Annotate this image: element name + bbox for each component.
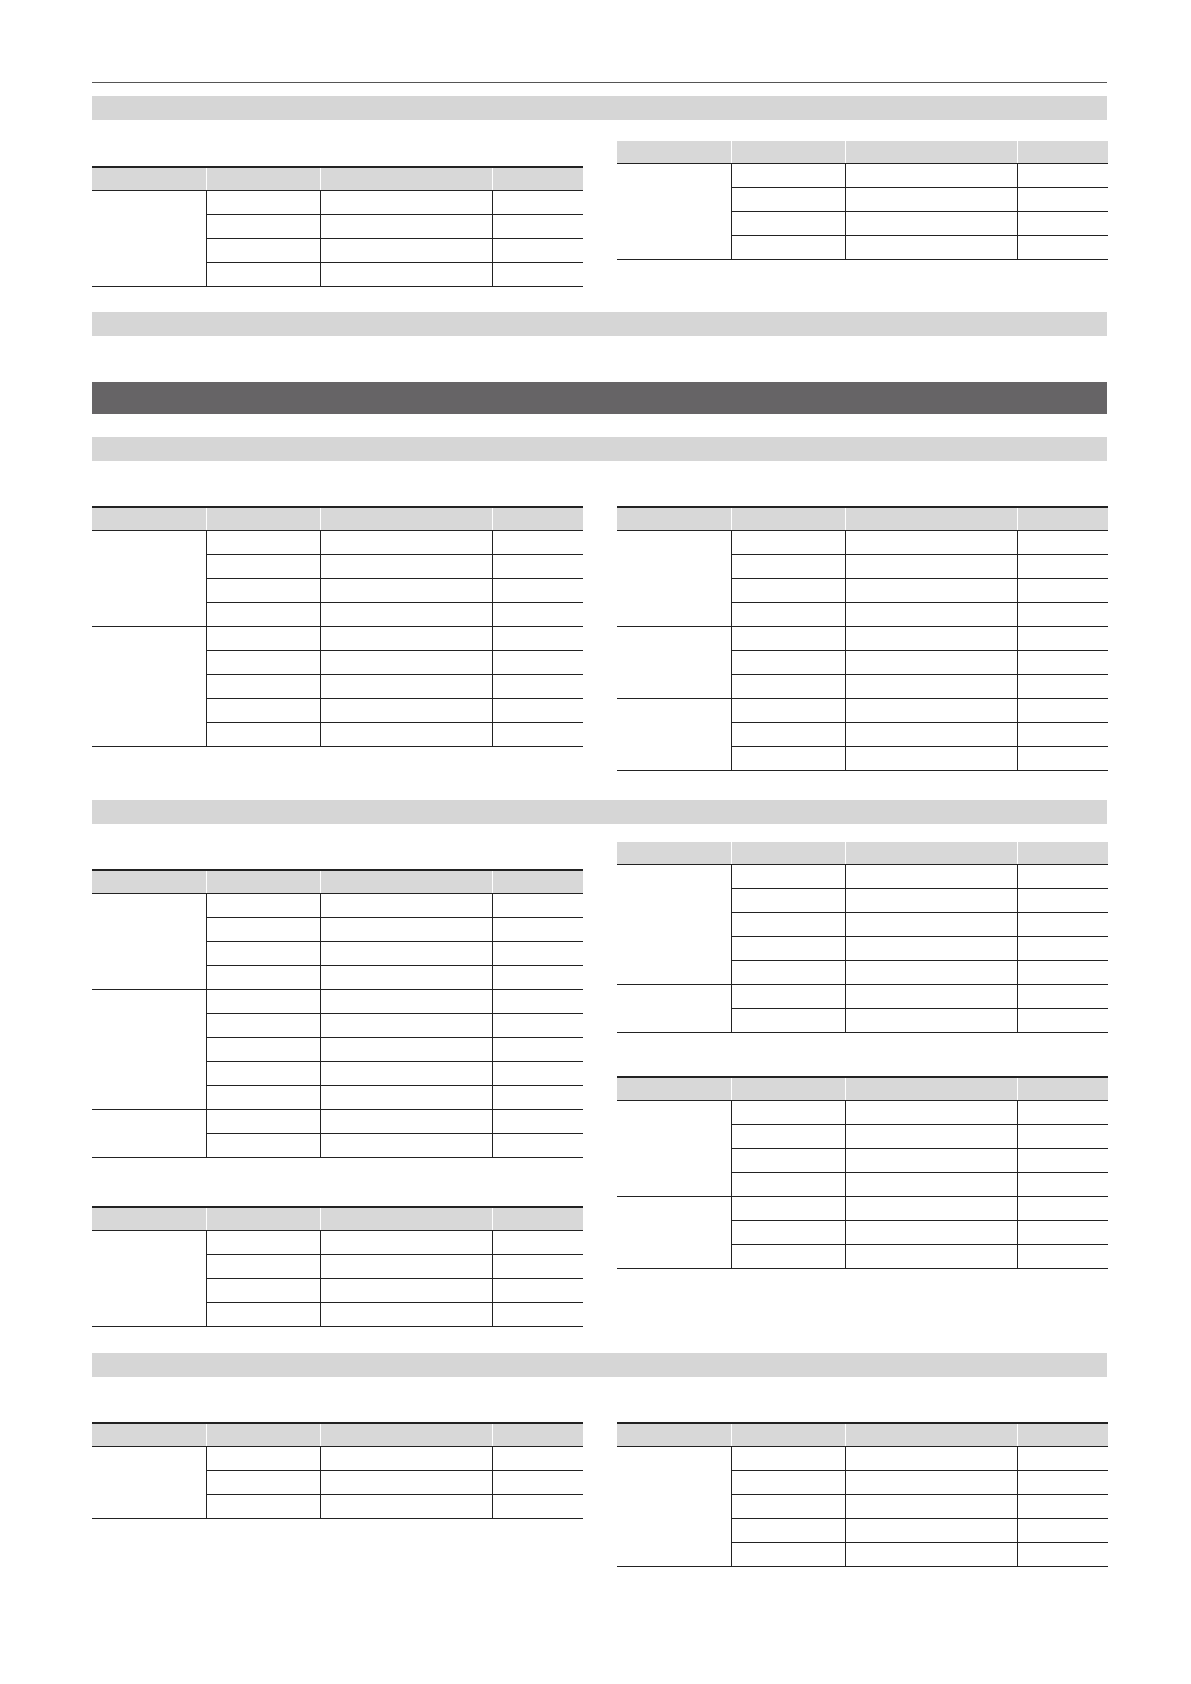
table-cell bbox=[845, 699, 1017, 723]
table-cell bbox=[492, 894, 583, 918]
group-label-cell bbox=[617, 1447, 731, 1567]
column-header bbox=[1017, 141, 1108, 164]
table-cell bbox=[1017, 531, 1108, 555]
table-header-row bbox=[92, 870, 583, 894]
table-cell bbox=[845, 212, 1017, 236]
group-label-cell bbox=[92, 1110, 206, 1158]
table-row bbox=[617, 865, 1108, 889]
table-cell bbox=[320, 1255, 492, 1279]
group-label-cell bbox=[617, 627, 731, 699]
table-cell bbox=[492, 1447, 583, 1471]
column-header bbox=[206, 507, 320, 531]
table-cell bbox=[320, 1231, 492, 1255]
table-cell bbox=[320, 1110, 492, 1134]
table-cell bbox=[206, 215, 320, 239]
table-cell bbox=[206, 603, 320, 627]
table-cell bbox=[320, 894, 492, 918]
table-cell bbox=[206, 1086, 320, 1110]
group-label-cell bbox=[92, 990, 206, 1110]
table-cell bbox=[731, 1101, 845, 1125]
column-header bbox=[206, 1423, 320, 1447]
table-cell bbox=[1017, 579, 1108, 603]
column-header bbox=[617, 1077, 731, 1101]
table-cell bbox=[320, 239, 492, 263]
table-row bbox=[617, 164, 1108, 188]
table-cell bbox=[731, 1197, 845, 1221]
group-label-cell bbox=[617, 865, 731, 985]
table-cell bbox=[206, 1255, 320, 1279]
column-header bbox=[320, 507, 492, 531]
table-cell bbox=[731, 603, 845, 627]
table-cell bbox=[731, 1495, 845, 1519]
table-cell bbox=[1017, 1543, 1108, 1567]
table-row bbox=[617, 1101, 1108, 1125]
table-cell bbox=[206, 191, 320, 215]
table-header-row bbox=[617, 141, 1108, 164]
table-cell bbox=[845, 1149, 1017, 1173]
table-cell bbox=[320, 1014, 492, 1038]
table-row bbox=[92, 894, 583, 918]
table-cell bbox=[492, 1303, 583, 1327]
table-cell bbox=[320, 579, 492, 603]
table-cell bbox=[845, 1495, 1017, 1519]
table-row bbox=[92, 1231, 583, 1255]
table-cell bbox=[320, 699, 492, 723]
table-cell bbox=[1017, 603, 1108, 627]
table-cell bbox=[492, 239, 583, 263]
table-cell bbox=[731, 1149, 845, 1173]
table-cell bbox=[206, 1231, 320, 1255]
table-cell bbox=[206, 531, 320, 555]
table-cell bbox=[206, 1110, 320, 1134]
table-cell bbox=[845, 555, 1017, 579]
group-label-cell bbox=[92, 894, 206, 990]
table-cell bbox=[731, 1125, 845, 1149]
group-label-cell bbox=[617, 699, 731, 771]
table-cell bbox=[206, 651, 320, 675]
table-cell bbox=[1017, 1173, 1108, 1197]
column-header bbox=[1017, 842, 1108, 865]
table-cell bbox=[492, 1279, 583, 1303]
table-cell bbox=[206, 1279, 320, 1303]
column-header bbox=[206, 1207, 320, 1231]
column-header bbox=[92, 507, 206, 531]
table-cell bbox=[731, 747, 845, 771]
table-cell bbox=[845, 889, 1017, 913]
table-cell bbox=[731, 555, 845, 579]
table-cell bbox=[1017, 747, 1108, 771]
table-header-row bbox=[92, 1207, 583, 1231]
table-cell bbox=[845, 1009, 1017, 1033]
table-cell bbox=[492, 1038, 583, 1062]
column-header bbox=[731, 507, 845, 531]
group-label-cell bbox=[617, 1197, 731, 1269]
table-cell bbox=[845, 1125, 1017, 1149]
table-row bbox=[617, 531, 1108, 555]
table-cell bbox=[1017, 985, 1108, 1009]
table-cell bbox=[1017, 937, 1108, 961]
table-cell bbox=[206, 942, 320, 966]
table-cell bbox=[731, 675, 845, 699]
table-cell bbox=[320, 263, 492, 287]
table-cell bbox=[320, 603, 492, 627]
table-row bbox=[617, 699, 1108, 723]
table-cell bbox=[1017, 1149, 1108, 1173]
table-cell bbox=[731, 913, 845, 937]
table-cell bbox=[845, 961, 1017, 985]
column-header bbox=[845, 507, 1017, 531]
table-header-row bbox=[617, 507, 1108, 531]
column-header bbox=[617, 141, 731, 164]
table-cell bbox=[845, 937, 1017, 961]
table-cell bbox=[731, 985, 845, 1009]
group-label-cell bbox=[92, 1231, 206, 1327]
table-cell bbox=[320, 1134, 492, 1158]
table-cell bbox=[320, 555, 492, 579]
table-cell bbox=[1017, 889, 1108, 913]
column-header bbox=[492, 167, 583, 191]
table-cell bbox=[731, 1173, 845, 1197]
table-row bbox=[617, 1447, 1108, 1471]
table-row bbox=[92, 191, 583, 215]
spec-table-3 bbox=[92, 506, 583, 747]
table-cell bbox=[1017, 1009, 1108, 1033]
table-cell bbox=[845, 1197, 1017, 1221]
table-cell bbox=[492, 555, 583, 579]
table-cell bbox=[845, 1519, 1017, 1543]
table-cell bbox=[320, 627, 492, 651]
table-cell bbox=[492, 1495, 583, 1519]
table-cell bbox=[320, 966, 492, 990]
table-cell bbox=[845, 913, 1017, 937]
table-cell bbox=[845, 627, 1017, 651]
table-cell bbox=[206, 918, 320, 942]
table-cell bbox=[320, 1495, 492, 1519]
column-header bbox=[92, 1423, 206, 1447]
table-cell bbox=[731, 1543, 845, 1567]
spec-table-9 bbox=[92, 1422, 583, 1519]
group-label-cell bbox=[92, 531, 206, 627]
table-cell bbox=[731, 627, 845, 651]
column-header bbox=[492, 1423, 583, 1447]
column-header bbox=[731, 1077, 845, 1101]
table-row bbox=[92, 1110, 583, 1134]
table-cell bbox=[320, 1038, 492, 1062]
table-cell bbox=[492, 966, 583, 990]
table-cell bbox=[1017, 1197, 1108, 1221]
column-header bbox=[492, 1207, 583, 1231]
table-cell bbox=[731, 723, 845, 747]
table-row bbox=[617, 1197, 1108, 1221]
section-bar-5 bbox=[92, 1353, 1107, 1377]
table-cell bbox=[492, 603, 583, 627]
table-cell bbox=[845, 747, 1017, 771]
column-header bbox=[320, 1423, 492, 1447]
column-header bbox=[845, 1077, 1017, 1101]
table-cell bbox=[1017, 188, 1108, 212]
table-row bbox=[92, 627, 583, 651]
table-cell bbox=[492, 699, 583, 723]
table-cell bbox=[320, 1279, 492, 1303]
table-cell bbox=[1017, 1101, 1108, 1125]
column-header bbox=[320, 870, 492, 894]
table-cell bbox=[320, 531, 492, 555]
table-cell bbox=[492, 1110, 583, 1134]
table-cell bbox=[845, 1221, 1017, 1245]
table-cell bbox=[1017, 236, 1108, 260]
table-cell bbox=[845, 188, 1017, 212]
table-header-row bbox=[617, 1423, 1108, 1447]
table-cell bbox=[1017, 1519, 1108, 1543]
table-row bbox=[617, 985, 1108, 1009]
table-header-row bbox=[617, 842, 1108, 865]
column-header bbox=[1017, 1077, 1108, 1101]
table-cell bbox=[206, 894, 320, 918]
chapter-bar bbox=[92, 382, 1107, 414]
spec-table-2 bbox=[617, 141, 1108, 260]
table-cell bbox=[731, 699, 845, 723]
table-cell bbox=[206, 1447, 320, 1471]
table-cell bbox=[320, 1303, 492, 1327]
table-cell bbox=[206, 555, 320, 579]
table-cell bbox=[1017, 1245, 1108, 1269]
table-cell bbox=[206, 990, 320, 1014]
table-cell bbox=[845, 1245, 1017, 1269]
table-cell bbox=[1017, 1125, 1108, 1149]
table-cell bbox=[1017, 1221, 1108, 1245]
table-cell bbox=[731, 889, 845, 913]
table-cell bbox=[1017, 961, 1108, 985]
table-cell bbox=[206, 675, 320, 699]
table-cell bbox=[492, 651, 583, 675]
table-cell bbox=[206, 1134, 320, 1158]
table-row bbox=[92, 1447, 583, 1471]
column-header bbox=[92, 1207, 206, 1231]
table-cell bbox=[845, 1173, 1017, 1197]
table-cell bbox=[845, 164, 1017, 188]
column-header bbox=[320, 1207, 492, 1231]
table-cell bbox=[1017, 1447, 1108, 1471]
group-label-cell bbox=[617, 1101, 731, 1197]
table-cell bbox=[206, 627, 320, 651]
table-cell bbox=[320, 651, 492, 675]
spec-table-8 bbox=[617, 1076, 1108, 1269]
table-cell bbox=[492, 1086, 583, 1110]
column-header bbox=[206, 167, 320, 191]
spec-table-1 bbox=[92, 166, 583, 287]
table-cell bbox=[731, 1519, 845, 1543]
spec-table-10 bbox=[617, 1422, 1108, 1567]
table-cell bbox=[845, 651, 1017, 675]
table-cell bbox=[492, 942, 583, 966]
table-cell bbox=[206, 966, 320, 990]
column-header bbox=[206, 870, 320, 894]
table-cell bbox=[1017, 627, 1108, 651]
table-header-row bbox=[92, 1423, 583, 1447]
section-bar-1 bbox=[92, 96, 1107, 120]
table-cell bbox=[845, 723, 1017, 747]
table-cell bbox=[492, 579, 583, 603]
table-cell bbox=[731, 1447, 845, 1471]
column-header bbox=[617, 507, 731, 531]
table-cell bbox=[1017, 865, 1108, 889]
table-cell bbox=[845, 675, 1017, 699]
table-header-row bbox=[617, 1077, 1108, 1101]
table-cell bbox=[320, 191, 492, 215]
table-cell bbox=[731, 1221, 845, 1245]
column-header bbox=[731, 1423, 845, 1447]
table-cell bbox=[1017, 723, 1108, 747]
table-cell bbox=[206, 699, 320, 723]
table-cell bbox=[731, 531, 845, 555]
spec-table-4 bbox=[617, 506, 1108, 771]
table-cell bbox=[731, 961, 845, 985]
table-cell bbox=[320, 1471, 492, 1495]
column-header bbox=[1017, 1423, 1108, 1447]
table-cell bbox=[206, 1303, 320, 1327]
table-cell bbox=[492, 1471, 583, 1495]
column-header bbox=[617, 842, 731, 865]
column-header bbox=[92, 167, 206, 191]
table-cell bbox=[492, 918, 583, 942]
table-cell bbox=[492, 1231, 583, 1255]
group-label-cell bbox=[92, 627, 206, 747]
table-cell bbox=[320, 1447, 492, 1471]
table-cell bbox=[1017, 1495, 1108, 1519]
table-cell bbox=[320, 215, 492, 239]
table-cell bbox=[492, 990, 583, 1014]
table-cell bbox=[845, 579, 1017, 603]
column-header bbox=[1017, 507, 1108, 531]
table-cell bbox=[731, 164, 845, 188]
table-cell bbox=[731, 579, 845, 603]
column-header bbox=[492, 870, 583, 894]
table-cell bbox=[492, 191, 583, 215]
table-cell bbox=[731, 865, 845, 889]
column-header bbox=[731, 842, 845, 865]
table-cell bbox=[492, 1014, 583, 1038]
table-cell bbox=[731, 1245, 845, 1269]
table-cell bbox=[731, 651, 845, 675]
table-cell bbox=[1017, 699, 1108, 723]
table-cell bbox=[206, 1495, 320, 1519]
spec-table-7 bbox=[92, 1206, 583, 1327]
table-cell bbox=[1017, 164, 1108, 188]
table-cell bbox=[845, 236, 1017, 260]
table-cell bbox=[206, 1062, 320, 1086]
spec-table-5 bbox=[92, 869, 583, 1158]
table-cell bbox=[1017, 1471, 1108, 1495]
table-row bbox=[617, 627, 1108, 651]
table-cell bbox=[492, 723, 583, 747]
table-cell bbox=[492, 1062, 583, 1086]
table-cell bbox=[731, 1009, 845, 1033]
table-cell bbox=[492, 531, 583, 555]
table-header-row bbox=[92, 507, 583, 531]
table-cell bbox=[731, 188, 845, 212]
column-header bbox=[92, 870, 206, 894]
table-cell bbox=[845, 1447, 1017, 1471]
table-cell bbox=[320, 1086, 492, 1110]
table-cell bbox=[320, 675, 492, 699]
column-header bbox=[320, 167, 492, 191]
table-cell bbox=[1017, 651, 1108, 675]
column-header bbox=[492, 507, 583, 531]
table-cell bbox=[731, 236, 845, 260]
column-header bbox=[845, 1423, 1017, 1447]
table-cell bbox=[320, 1062, 492, 1086]
table-cell bbox=[206, 239, 320, 263]
table-header-row bbox=[92, 167, 583, 191]
table-cell bbox=[845, 1101, 1017, 1125]
table-cell bbox=[492, 263, 583, 287]
table-cell bbox=[1017, 212, 1108, 236]
table-cell bbox=[845, 603, 1017, 627]
table-row bbox=[92, 531, 583, 555]
table-cell bbox=[320, 918, 492, 942]
table-cell bbox=[206, 579, 320, 603]
table-cell bbox=[845, 531, 1017, 555]
group-label-cell bbox=[617, 164, 731, 260]
group-label-cell bbox=[617, 985, 731, 1033]
table-cell bbox=[845, 1471, 1017, 1495]
table-cell bbox=[731, 212, 845, 236]
table-cell bbox=[1017, 913, 1108, 937]
spec-table-6 bbox=[617, 842, 1108, 1033]
table-cell bbox=[845, 985, 1017, 1009]
table-cell bbox=[206, 1014, 320, 1038]
table-cell bbox=[206, 263, 320, 287]
section-bar-4 bbox=[92, 800, 1107, 824]
table-cell bbox=[1017, 555, 1108, 579]
column-header bbox=[845, 141, 1017, 164]
table-cell bbox=[320, 942, 492, 966]
table-cell bbox=[492, 627, 583, 651]
table-cell bbox=[731, 937, 845, 961]
header-rule bbox=[92, 82, 1107, 83]
group-label-cell bbox=[92, 191, 206, 287]
table-cell bbox=[206, 1471, 320, 1495]
table-row bbox=[92, 990, 583, 1014]
table-cell bbox=[206, 1038, 320, 1062]
column-header bbox=[845, 842, 1017, 865]
group-label-cell bbox=[92, 1447, 206, 1519]
table-cell bbox=[492, 675, 583, 699]
column-header bbox=[617, 1423, 731, 1447]
table-cell bbox=[492, 1134, 583, 1158]
table-cell bbox=[731, 1471, 845, 1495]
column-header bbox=[731, 141, 845, 164]
table-cell bbox=[320, 723, 492, 747]
section-bar-3 bbox=[92, 437, 1107, 461]
table-cell bbox=[492, 215, 583, 239]
table-cell bbox=[492, 1255, 583, 1279]
table-cell bbox=[845, 1543, 1017, 1567]
section-bar-2 bbox=[92, 312, 1107, 336]
table-cell bbox=[1017, 675, 1108, 699]
table-cell bbox=[320, 990, 492, 1014]
table-cell bbox=[845, 865, 1017, 889]
group-label-cell bbox=[617, 531, 731, 627]
table-cell bbox=[206, 723, 320, 747]
